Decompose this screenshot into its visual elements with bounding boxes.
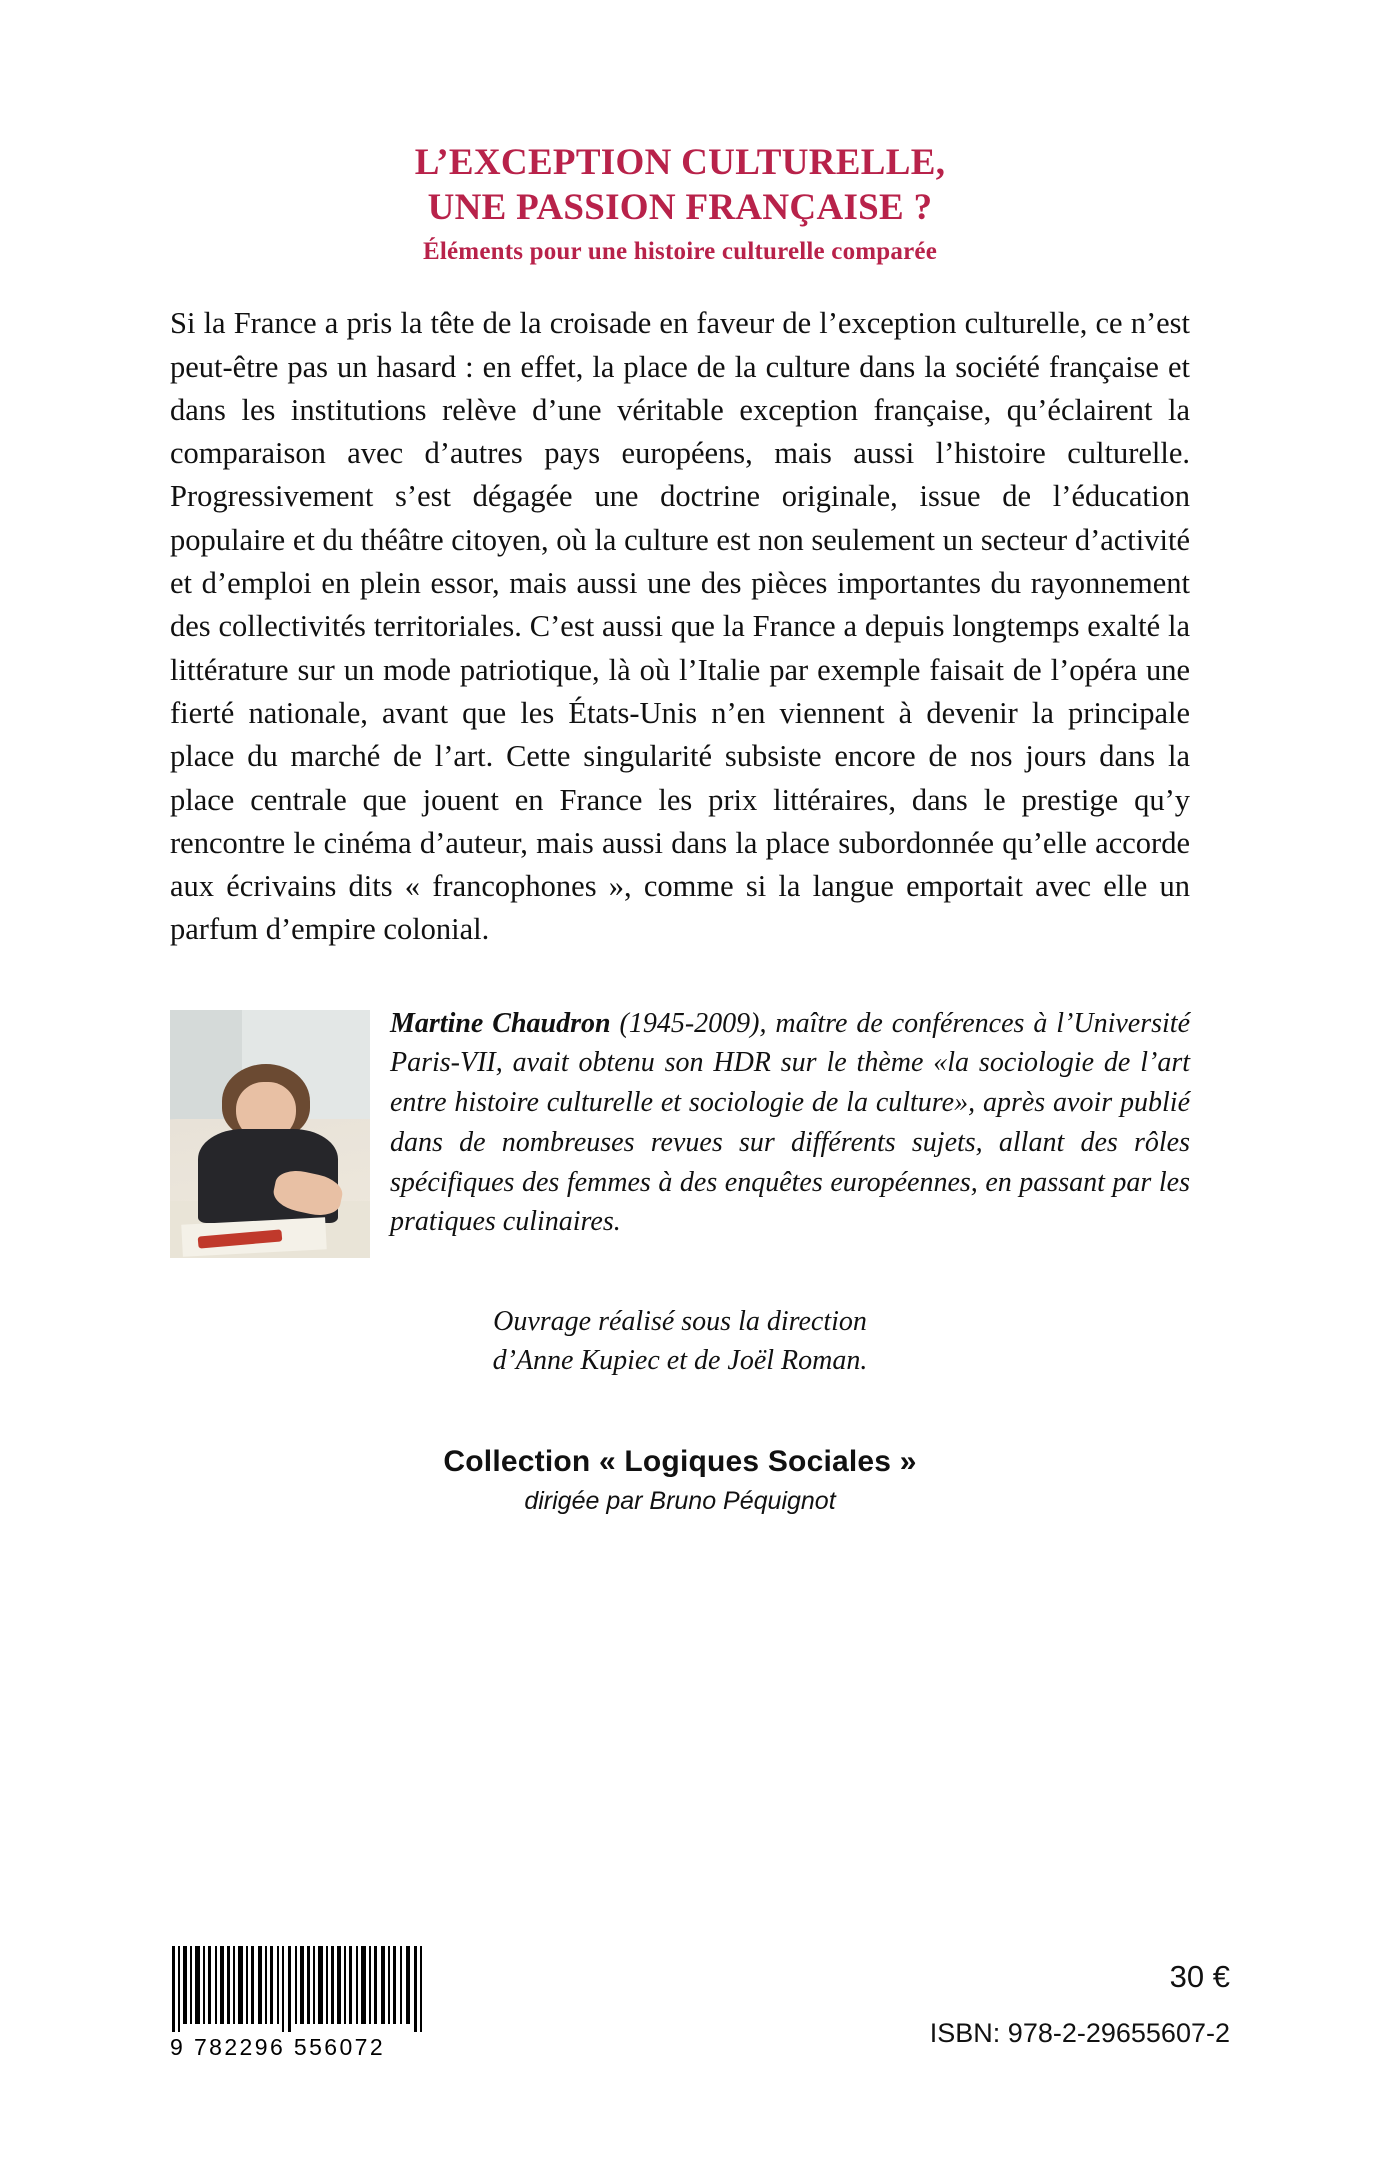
title-block <box>170 140 1190 266</box>
author-bio-text: (1945-2009), maître de conférences à l’Université Paris-VII, avait obtenu son HDR sur le thème «la sociologie de l’art entre histoire culturelle et sociologie de la culture», après avoir publié dans de nombreuses revues sur différents sujets, allant des rôles spécifiques des femmes à des enquêtes européennes, en passant par les pratiques culinaires. <box>390 1007 1191 1238</box>
collection-title: Collection « Logiques Sociales » <box>443 1444 917 1478</box>
direction-note <box>170 1302 1190 1380</box>
barcode-digits: 9 782296 556072 <box>170 2034 386 2060</box>
collection-director: dirigée par Bruno Péquignot <box>524 1486 836 1515</box>
isbn-label: ISBN: 978-2-29655607-2 <box>929 2018 1230 2048</box>
barcode-block <box>170 1946 426 2061</box>
price-label: 30 € <box>1169 1959 1230 1994</box>
author-name: Martine Chaudron <box>390 1007 611 1039</box>
cover-footer <box>170 1941 1230 2061</box>
barcode-icon <box>170 1946 426 2032</box>
author-photo <box>170 1010 370 1258</box>
direction-line-2: d’Anne Kupiec et de Joël Roman. <box>492 1345 868 1377</box>
book-title-line-1: L’EXCEPTION CULTURELLE, <box>414 142 946 183</box>
collection-block <box>170 1445 1190 1516</box>
author-bio-block <box>170 1004 1190 1243</box>
back-cover-blurb: Si la France a pris la tête de la croisade en faveur de l’exception culturelle, ce n’est peut-être pas un hasard : en effet, la place de la culture dans la société française et dans les institutions relève d’une véritable exception française, qu’éclairent la comparaison avec d’autres pays européens, mais aussi l’histoire culturelle. Progressivement s’est dégagée une doctrine originale, issue de l’éducation populaire et du théâtre citoyen, où la culture est non seulement un secteur d’activité et d’emploi en plein essor, mais aussi une des pièces importantes du rayonnement des collectivités territoriales. C’est aussi que la France a depuis longtemps exalté la littérature sur un mode patriotique, là où l’Italie par exemple faisait de l’opéra une fierté nationale, avant que les États-Unis n’en viennent à devenir la principale place du marché de l’art. Cette singularité subsiste encore de nos jours dans la place centrale que jouent en France les prix littéraires, dans le prestige qu’y rencontre le cinéma d’auteur, mais aussi dans la place subordonnée qu’elle accorde aux écrivains dits « francophones », comme si la langue emportait avec elle un parfum d’empire colonial. <box>170 306 1190 947</box>
book-subtitle: Éléments pour une histoire culturelle comparée <box>422 238 937 266</box>
book-title-line-2: UNE PASSION FRANÇAISE ? <box>427 187 933 229</box>
direction-line-1: Ouvrage réalisé sous la direction <box>493 1306 867 1338</box>
cover-content <box>170 140 1190 1516</box>
